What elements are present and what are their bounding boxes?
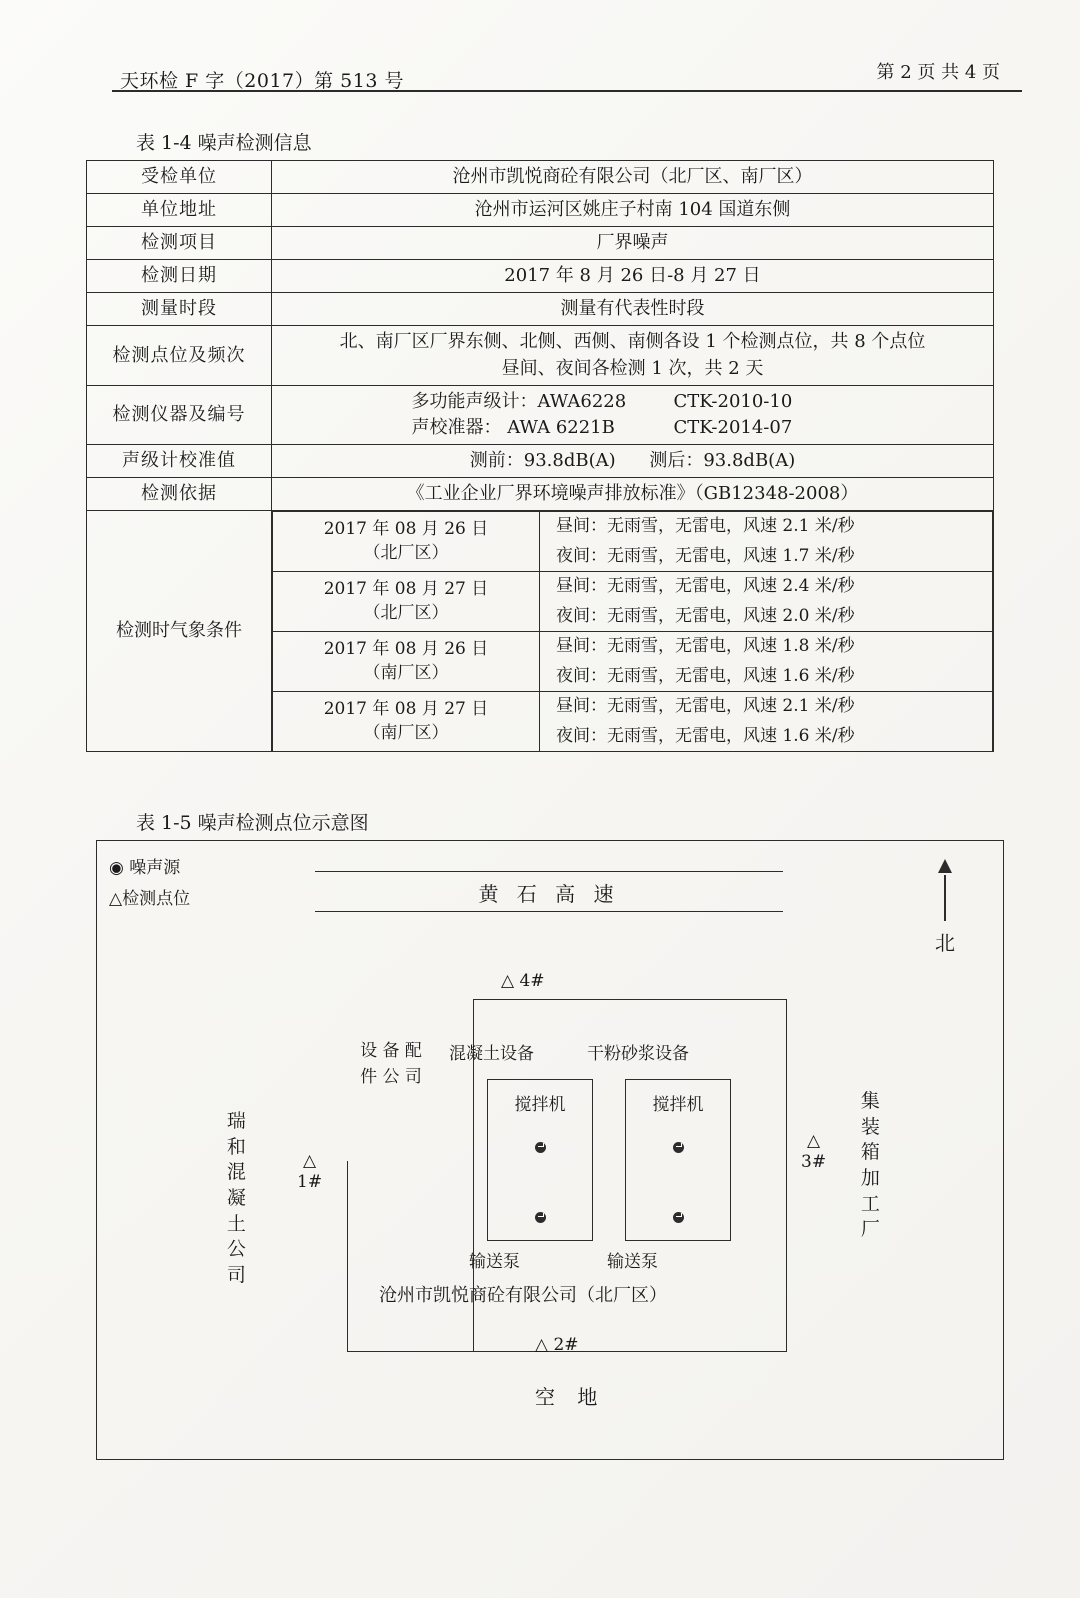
instrument-name: 多功能声级计：AWA6228: [411, 390, 627, 412]
north-label: 北: [935, 931, 955, 955]
row-value: 测量有代表性时段: [272, 293, 994, 326]
monitoring-point-1: [297, 1151, 322, 1194]
weather-date-line-1: 2017 年 08 月 26 日: [323, 638, 489, 659]
row-label: 受检单位: [87, 161, 272, 194]
weather-day: 昼间：无雨雪，无雷电，风速 1.8 米/秒: [540, 632, 993, 662]
row-value: 《工业企业厂界环境噪声排放标准》（GB12348-2008）: [272, 477, 994, 510]
concrete-equipment-label: 混凝土设备: [449, 1044, 534, 1064]
noise-detection-info-table: [86, 160, 994, 752]
table-row-basis: [87, 477, 994, 510]
instrument-code: CTK-2010-10: [673, 390, 793, 412]
weather-date: [273, 632, 540, 692]
weather-date: [273, 692, 540, 752]
legend-noise-source: [109, 853, 190, 884]
weather-date-line-2: （北厂区）: [363, 542, 449, 563]
pump-label-1: 输送泵: [469, 1252, 520, 1272]
row-label: 单位地址: [87, 194, 272, 227]
table-row: [87, 260, 994, 293]
noise-monitoring-point-diagram: [96, 840, 1004, 1460]
points-line-1: 北、南厂区厂界东侧、北侧、西侧、南侧各设 1 个检测点位，共 8 个点位: [339, 331, 926, 353]
noise-source-icon: ◉: [109, 858, 124, 878]
header-divider: [112, 90, 1022, 92]
weather-day: 昼间：无雨雪，无雷电，风速 2.1 米/秒: [540, 512, 993, 542]
monitoring-point-2: △ 2#: [535, 1335, 579, 1355]
legend-point-label: 检测点位: [122, 888, 191, 909]
table-1-5-caption: 表 1-5 噪声检测点位示意图: [136, 812, 369, 834]
plant-company-name: 沧州市凯悦商砼有限公司（北厂区）: [379, 1285, 667, 1306]
triangle-icon: △: [109, 888, 123, 909]
row-label: 检测日期: [87, 260, 272, 293]
weather-row: [273, 512, 993, 542]
points-line-2: 昼间、夜间各检测 1 次，共 2 天: [501, 357, 764, 379]
calibration-before: 测前：93.8dB(A): [469, 449, 616, 471]
row-label: 检测项目: [87, 227, 272, 260]
weather-night: 夜间：无雨雪，无雷电，风速 1.6 米/秒: [540, 722, 993, 752]
page-number: 第 2 页 共 4 页: [876, 62, 1000, 83]
mixer-box-1: [487, 1079, 593, 1241]
weather-day: 昼间：无雨雪，无雷电，风速 2.4 米/秒: [540, 572, 993, 602]
row-value: [272, 385, 994, 444]
mixer-box-2: [625, 1079, 731, 1241]
row-value: 2017 年 8 月 26 日-8 月 27 日: [272, 260, 994, 293]
mortar-equipment-label: 干粉砂浆设备: [587, 1044, 689, 1064]
instrument-code: CTK-2014-07: [673, 416, 793, 438]
instrument-name: 声校准器： AWA 6221B: [411, 416, 615, 438]
weather-date-line-2: （南厂区）: [363, 662, 449, 683]
mixer-label-2: 搅拌机: [652, 1095, 704, 1115]
table-row: [87, 227, 994, 260]
noise-source-icon: [673, 1142, 684, 1153]
weather-cell: [272, 511, 994, 752]
table-1-4-caption: 表 1-4 噪声检测信息: [136, 132, 312, 154]
mixer-label-1: 搅拌机: [514, 1095, 566, 1115]
row-value: [272, 326, 994, 385]
weather-date: [273, 512, 540, 572]
blank-land-label: 空 地: [535, 1385, 606, 1409]
monitoring-point-4: △ 4#: [501, 971, 545, 991]
row-value: 沧州市运河区姚庄子村南 104 国道东侧: [272, 194, 994, 227]
legend-noise-source-label: 噪声源: [129, 858, 181, 878]
row-label: 测量时段: [87, 293, 272, 326]
weather-date-line-1: 2017 年 08 月 27 日: [323, 578, 489, 599]
document-number: 天环检 F 字（2017）第 513 号: [120, 70, 404, 92]
weather-row: [273, 692, 993, 722]
highway-marker: [315, 871, 783, 912]
weather-night: 夜间：无雨雪，无雷电，风速 2.0 米/秒: [540, 602, 993, 632]
row-label: 检测时气象条件: [87, 511, 272, 752]
north-arrow-stem: [944, 875, 946, 921]
noise-source-icon: [673, 1212, 684, 1223]
table-row-weather: [87, 511, 994, 752]
row-label: 声级计校准值: [87, 444, 272, 477]
equipment-parts-company-label: 设 备 配 件 公 司: [360, 1041, 422, 1087]
triangle-icon: △: [806, 1131, 821, 1151]
weather-row: [273, 572, 993, 602]
noise-source-icon: [535, 1212, 546, 1223]
instrument-row: [276, 389, 989, 415]
weather-night: 夜间：无雨雪，无雷电，风速 1.6 米/秒: [540, 662, 993, 692]
weather-table: [272, 511, 993, 751]
monitoring-point-3-label: 3#: [801, 1152, 827, 1173]
north-arrow-icon: [938, 859, 952, 873]
calibration-after: 测后：93.8dB(A): [649, 449, 796, 471]
road-line-bottom: [315, 911, 783, 912]
weather-date-line-2: （南厂区）: [363, 722, 449, 743]
weather-date: [273, 572, 540, 632]
monitoring-point-1-label: 1#: [297, 1172, 323, 1193]
row-value: [272, 444, 994, 477]
row-label: 检测点位及频次: [87, 326, 272, 385]
weather-day: 昼间：无雨雪，无雷电，风速 2.1 米/秒: [540, 692, 993, 722]
calibration-values: [456, 448, 809, 474]
triangle-icon: △: [302, 1151, 317, 1171]
table-row-points: [87, 326, 994, 385]
right-company-label: 集装箱加工厂: [860, 1090, 880, 1241]
row-label: 检测仪器及编号: [87, 385, 272, 444]
page-header: [120, 58, 1010, 98]
row-value: 沧州市凯悦商砼有限公司（北厂区、南厂区）: [272, 161, 994, 194]
weather-date-line-1: 2017 年 08 月 26 日: [323, 518, 489, 539]
monitoring-point-3: [801, 1131, 826, 1174]
legend-monitoring-point: [109, 884, 190, 915]
weather-date-line-2: （北厂区）: [363, 602, 449, 623]
pump-label-2: 输送泵: [607, 1252, 658, 1272]
table-row-instruments: [87, 385, 994, 444]
highway-label: 黄 石 高 速: [478, 882, 620, 906]
table-row: [87, 293, 994, 326]
diagram-legend: [109, 853, 190, 914]
row-label: 检测依据: [87, 477, 272, 510]
north-indicator: [935, 859, 955, 956]
row-value: 厂界噪声: [272, 227, 994, 260]
table-row: [87, 161, 994, 194]
table-row-calibration: [87, 444, 994, 477]
weather-night: 夜间：无雨雪，无雷电，风速 1.7 米/秒: [540, 542, 993, 572]
weather-row: [273, 632, 993, 662]
noise-source-icon: [535, 1142, 546, 1153]
table-row: [87, 194, 994, 227]
left-company-label: 瑞和混凝土公司: [226, 1110, 246, 1286]
weather-date-line-1: 2017 年 08 月 27 日: [323, 698, 489, 719]
instrument-row: [276, 415, 989, 441]
